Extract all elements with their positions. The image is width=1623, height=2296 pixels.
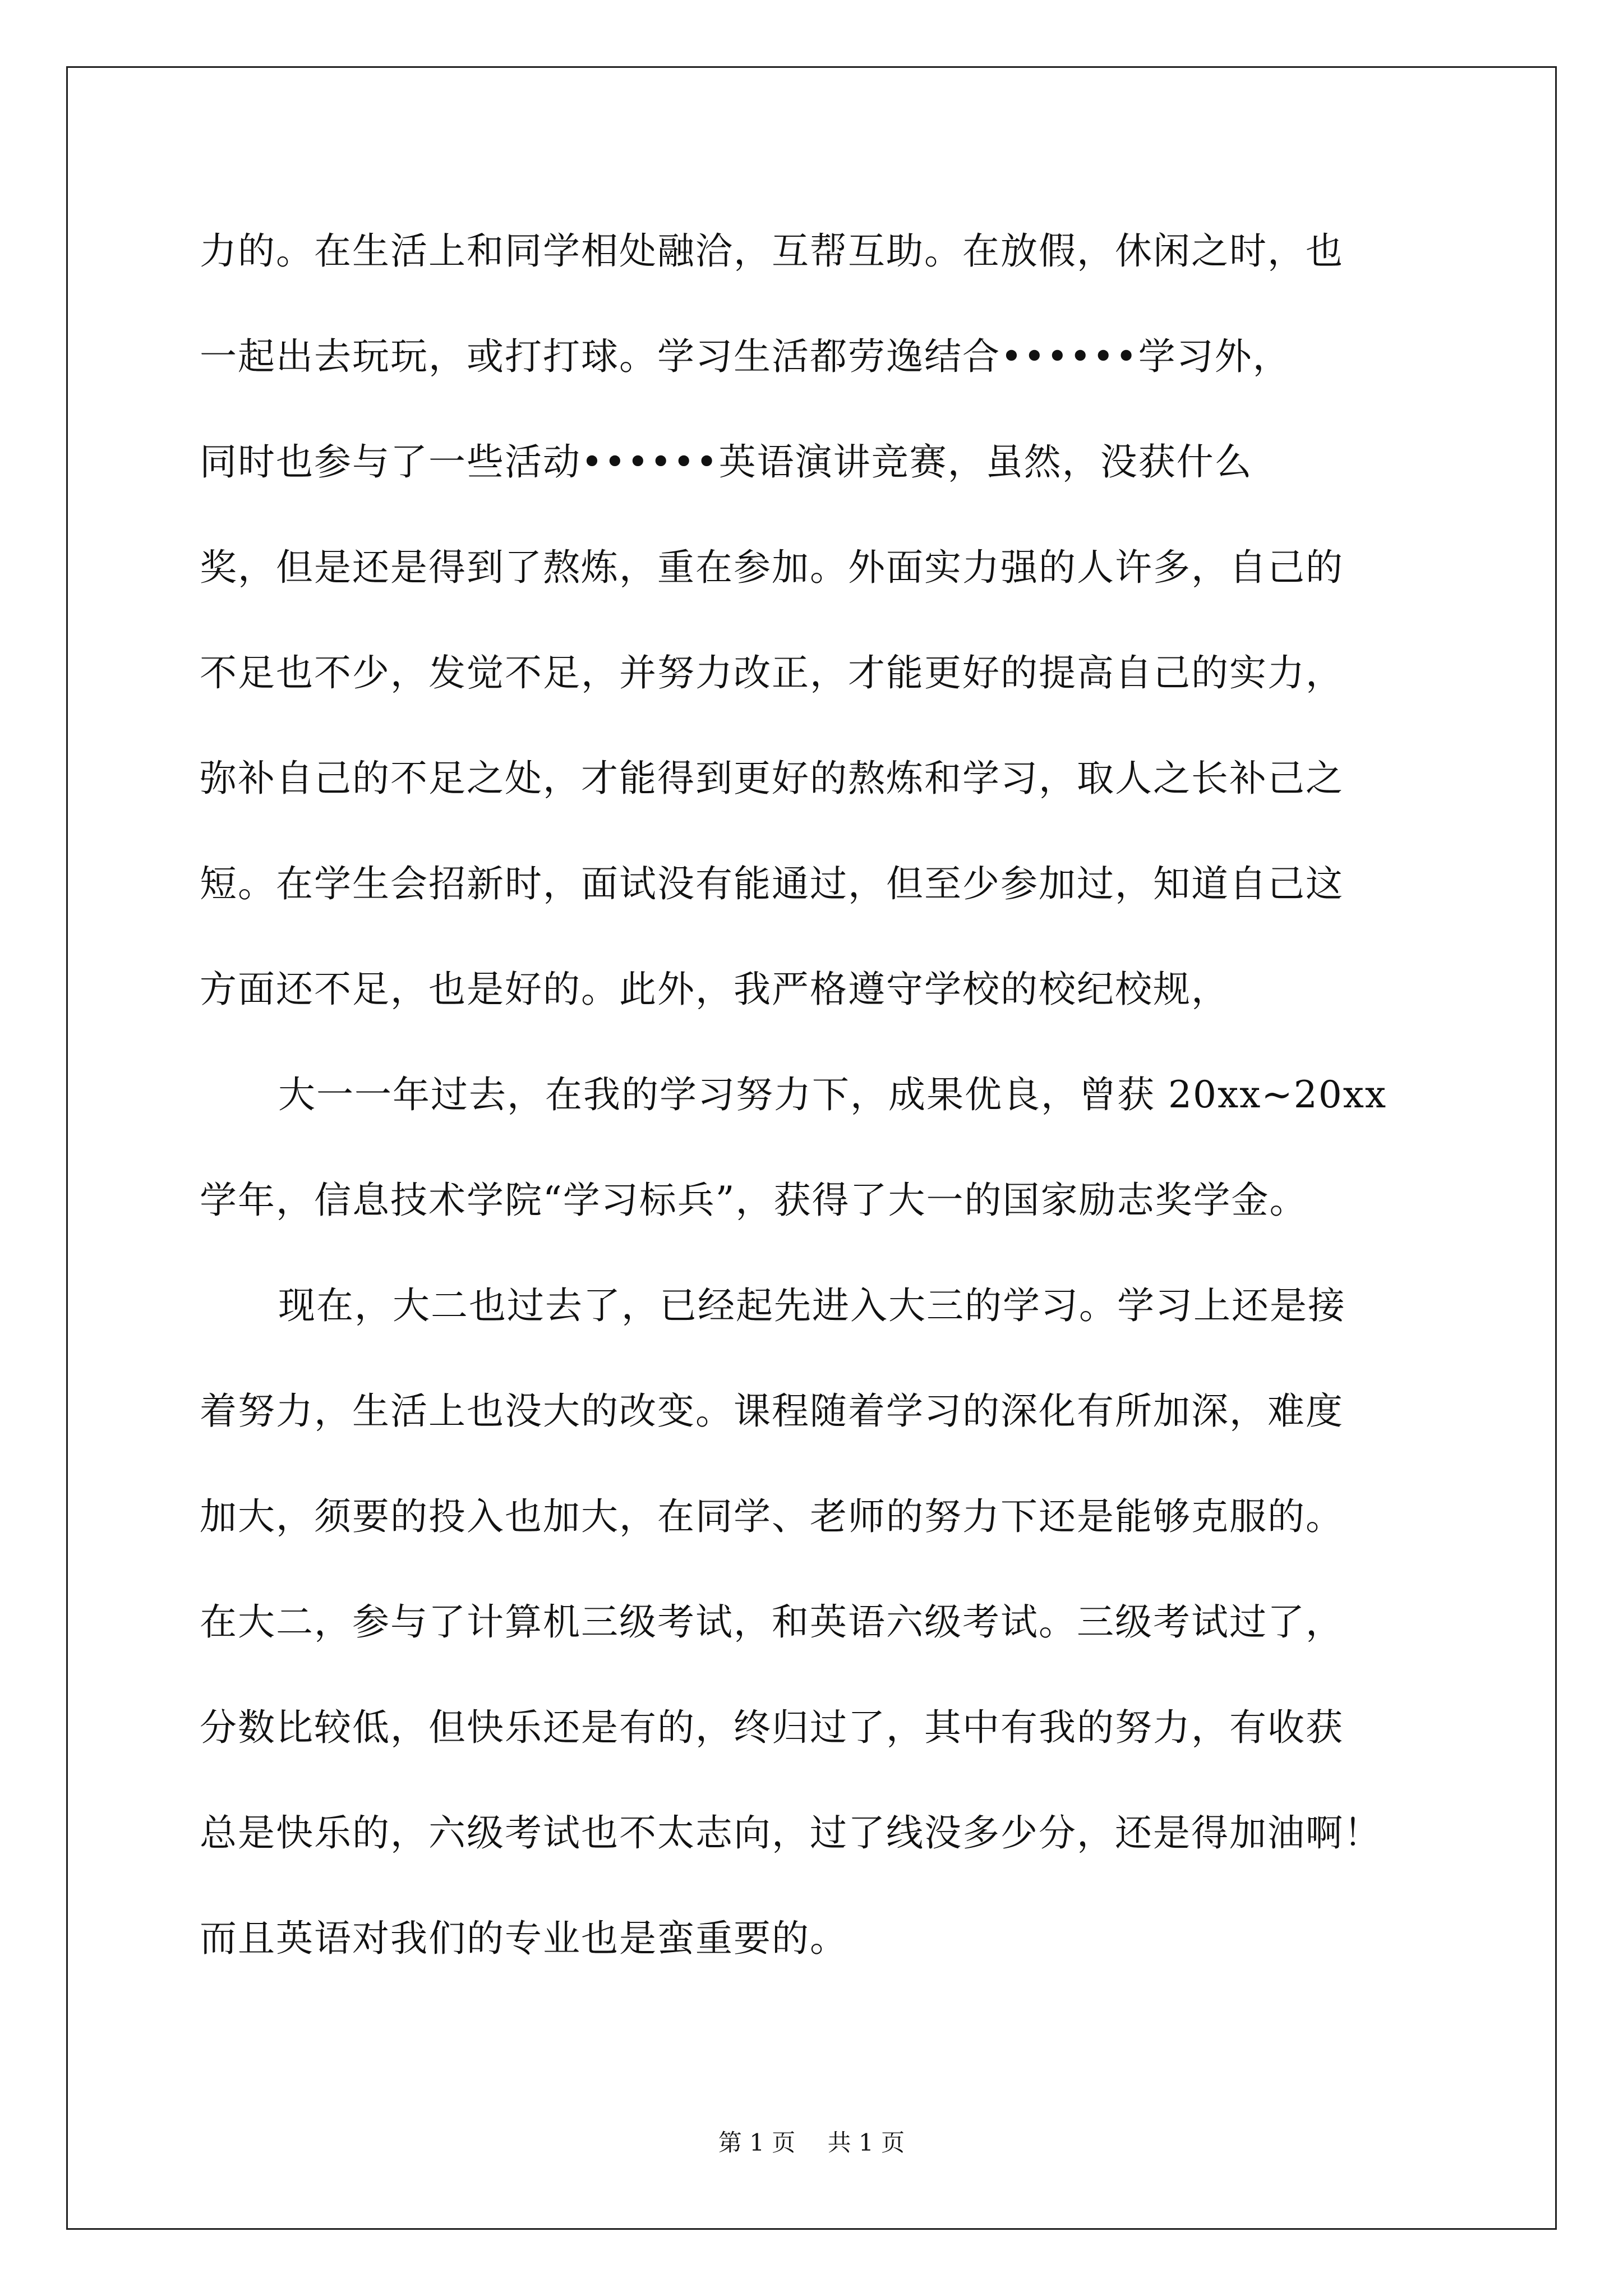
text-line: 学年，信息技术学院“学习标兵”，获得了大一的国家励志奖学金。: [200, 1179, 1308, 1222]
text-line: 分数比较低，但快乐还是有的，终归过了，其中有我的努力，有收获: [200, 1706, 1344, 1749]
text-line: 短。在学生会招新时，面试没有能通过，但至少参加过，知道自己这: [200, 862, 1344, 905]
page-footer: [0, 2129, 1623, 2157]
paragraph-start-line: 大一一年过去，在我的学习努力下，成果优良，曾获 20xx~20xx: [278, 1073, 1387, 1116]
text-line: 总是快乐的，六级考试也不太志向，过了线没多少分，还是得加油啊！: [200, 1811, 1382, 1855]
text-line: 不足也不少，发觉不足，并努力改正，才能更好的提高自己的实力，: [200, 651, 1344, 694]
page-total: 共 1 页: [827, 2129, 905, 2156]
text-line: 着努力，生活上也没大的改变。课程随着学习的深化有所加深，难度: [200, 1389, 1344, 1433]
text-line: 奖，但是还是得到了熬炼，重在参加。外面实力强的人许多，自己的: [200, 546, 1344, 589]
text-line: 力的。在生活上和同学相处融洽，互帮互助。在放假，休闲之时，也: [200, 229, 1344, 273]
text-line: 同时也参与了一些活动••••••英语演讲竞赛，虽然，没获什么: [200, 440, 1253, 484]
document-body: [200, 216, 1439, 2009]
text-line: 加大，须要的投入也加大，在同学、老师的努力下还是能够克服的。: [200, 1495, 1344, 1538]
text-line: 一起出去玩玩，或打打球。学习生活都劳逸结合••••••学习外，: [200, 335, 1291, 378]
text-line: 方面还不足，也是好的。此外，我严格遵守学校的校纪校规，: [200, 968, 1229, 1011]
paragraph-start-line: 现在，大二也过去了，已经起先进入大三的学习。学习上还是接: [278, 1284, 1346, 1327]
page-number: 第 1 页: [718, 2129, 796, 2156]
text-line: 而且英语对我们的专业也是蛮重要的。: [200, 1917, 848, 1960]
text-line: 在大二，参与了计算机三级考试，和英语六级考试。三级考试过了，: [200, 1600, 1344, 1644]
text-line: 弥补自己的不足之处，才能得到更好的熬炼和学习，取人之长补己之: [200, 757, 1344, 800]
